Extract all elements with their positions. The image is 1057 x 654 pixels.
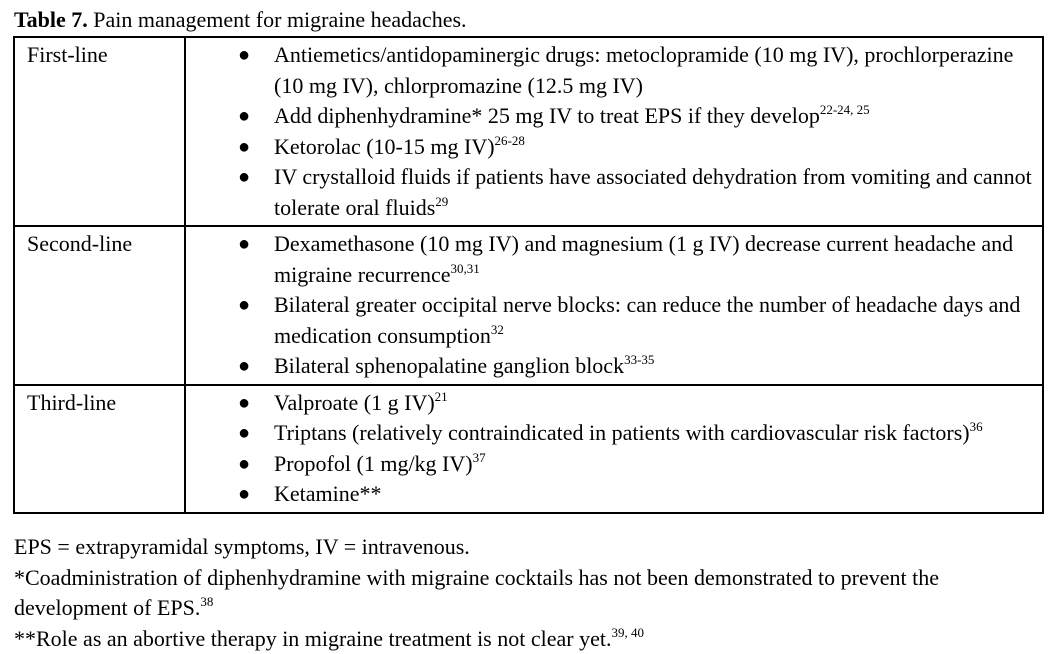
bullet-icon: ● [238, 162, 250, 193]
footnote-text: EPS = extrapyramidal symptoms, IV = intravenous. [14, 534, 470, 559]
citation-superscript: 32 [491, 322, 504, 337]
pain-management-table [13, 36, 1044, 514]
footnote [14, 624, 1049, 654]
row-content [185, 385, 1043, 513]
list-item [186, 40, 1036, 101]
bullet-icon: ● [238, 132, 250, 163]
bullet-icon: ● [238, 449, 250, 480]
row-label: Third-line [14, 385, 185, 513]
footnote-text: **Role as an abortive therapy in migraine treatment is not clear yet. [14, 626, 611, 651]
item-text: Add diphenhydramine* 25 mg IV to treat EPS if they develop [274, 103, 820, 128]
bullet-icon: ● [238, 418, 250, 449]
treatment-list [186, 40, 1036, 223]
footnote [14, 532, 1049, 563]
citation-superscript: 36 [970, 419, 983, 434]
list-item [186, 449, 1036, 480]
list-item [186, 388, 1036, 419]
citation-superscript: 33-35 [624, 352, 654, 367]
table-caption-text: Pain management for migraine headaches. [93, 7, 466, 32]
treatment-list [186, 229, 1036, 382]
bullet-icon: ● [238, 40, 250, 71]
citation-superscript: 37 [473, 450, 486, 465]
table-caption-label: Table 7. [14, 7, 88, 32]
citation-superscript: 38 [200, 594, 213, 609]
bullet-icon: ● [238, 351, 250, 382]
item-text: Valproate (1 g IV) [274, 390, 435, 415]
bullet-icon: ● [238, 229, 250, 260]
item-text: Antiemetics/antidopaminergic drugs: metoclopramide (10 mg IV), prochlorperazine (10 mg IV), chlorpromazine (12.5 mg IV) [274, 42, 1013, 98]
table-caption [14, 6, 467, 34]
list-item [186, 229, 1036, 290]
table-row [14, 385, 1043, 513]
item-text: Ketamine** [274, 481, 382, 506]
list-item [186, 101, 1036, 132]
list-item [186, 479, 1036, 510]
item-text: Triptans (relatively contraindicated in patients with cardiovascular risk factors) [274, 420, 970, 445]
citation-superscript: 22-24, 25 [820, 102, 870, 117]
row-label: Second-line [14, 226, 185, 385]
bullet-icon: ● [238, 290, 250, 321]
list-item [186, 351, 1036, 382]
item-text: Ketorolac (10-15 mg IV) [274, 134, 495, 159]
item-text: Dexamethasone (10 mg IV) and magnesium (1 g IV) decrease current headache and migraine recurrence [274, 231, 1013, 287]
bullet-icon: ● [238, 479, 250, 510]
list-item [186, 290, 1036, 351]
bullet-icon: ● [238, 388, 250, 419]
list-item [186, 132, 1036, 163]
table-body [14, 37, 1043, 513]
bullet-icon: ● [238, 101, 250, 132]
citation-superscript: 26-28 [495, 133, 525, 148]
row-label: First-line [14, 37, 185, 226]
citation-superscript: 30,31 [451, 261, 480, 276]
item-text: IV crystalloid fluids if patients have associated dehydration from vomiting and cannot tolerate oral fluids [274, 164, 1032, 220]
footnote [14, 563, 1049, 624]
item-text: Bilateral sphenopalatine ganglion block [274, 353, 624, 378]
footnote-text: *Coadministration of diphenhydramine with migraine cocktails has not been demonstrated to prevent the development of EPS. [14, 565, 939, 621]
list-item [186, 162, 1036, 223]
list-item [186, 418, 1036, 449]
treatment-list [186, 388, 1036, 510]
row-content [185, 226, 1043, 385]
item-text: Bilateral greater occipital nerve blocks: can reduce the number of headache days and medication consumption [274, 292, 1020, 348]
citation-superscript: 39, 40 [611, 625, 644, 640]
table-footnotes [14, 532, 1049, 654]
citation-superscript: 29 [435, 194, 448, 209]
citation-superscript: 21 [435, 389, 448, 404]
row-content [185, 37, 1043, 226]
table-row [14, 37, 1043, 226]
item-text: Propofol (1 mg/kg IV) [274, 451, 473, 476]
table-row [14, 226, 1043, 385]
